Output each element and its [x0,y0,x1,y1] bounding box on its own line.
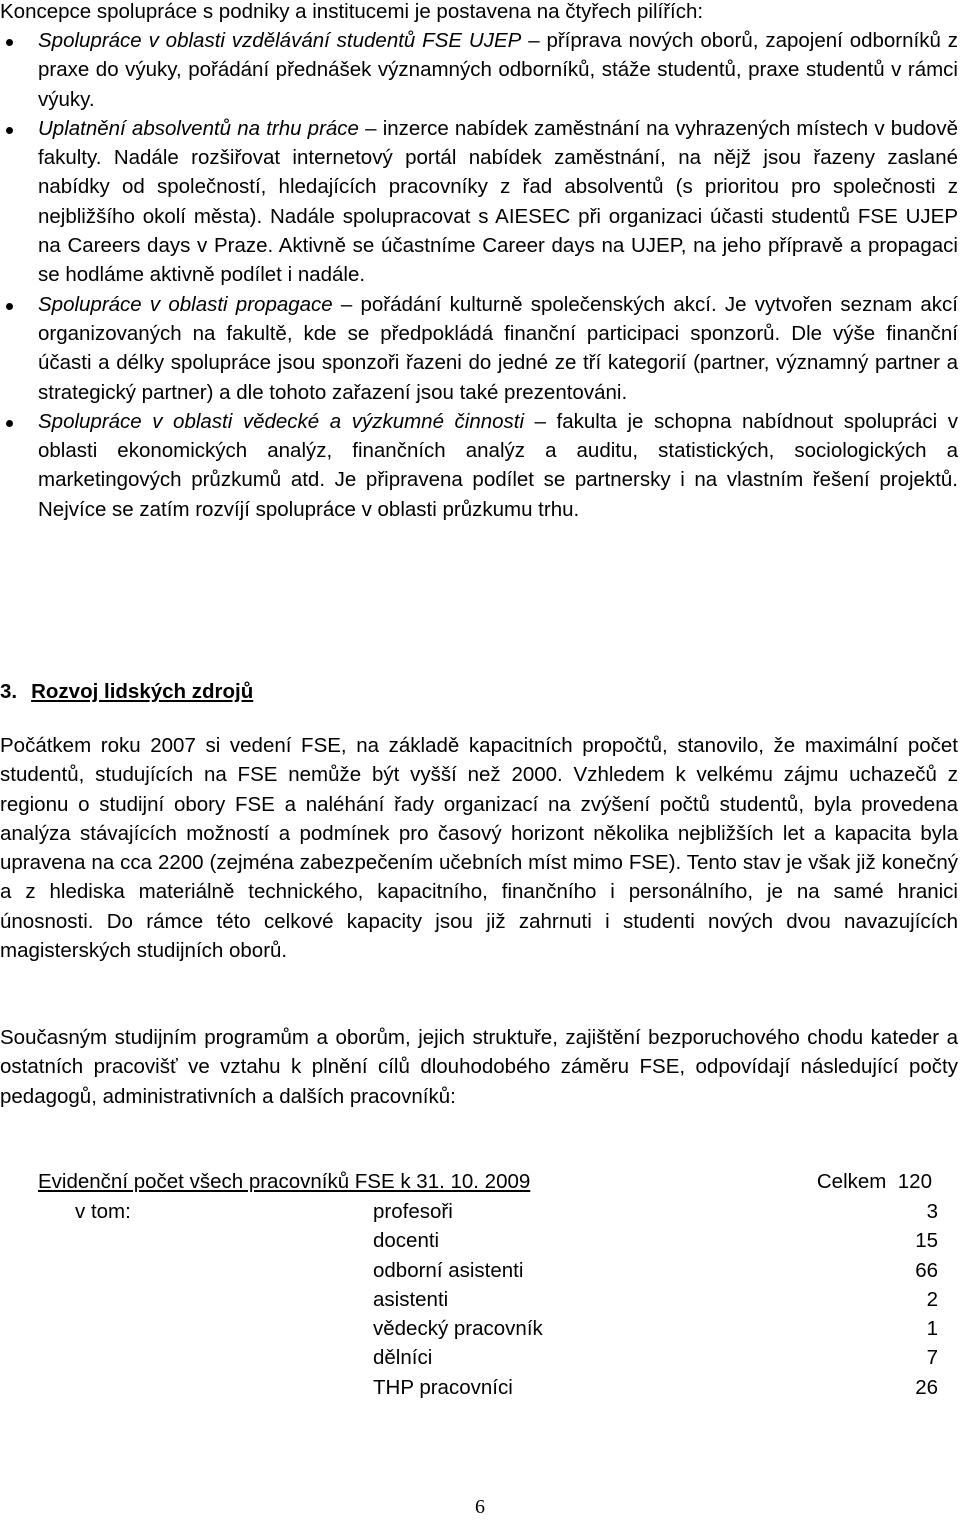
table-prefix: v tom: [75,1200,131,1223]
row-label: profesoři [373,1200,453,1223]
staff-total [817,1167,932,1196]
bullet-text: – příprava nových oborů, zapojení odborníků z praxe do výuky, pořádání přednášek významných odborníků, stáže studentů, praxe studentů v rámci výuky. [38,29,958,111]
body-paragraph: Současným studijním programům a oborům, jejich struktuře, zajištění bezporuchového chodu kateder a ostatních pracovišť ve vztahu k plnění cílů dlouhodobého záměru FSE, odpovídají následující počty pedagogů, administrativních a dalších pracovníků: [0,1026,958,1108]
table-row [0,1226,960,1255]
page-number: 6 [475,1496,485,1518]
row-label: THP pracovníci [373,1375,513,1399]
staff-table [0,1197,960,1402]
bullet-title: Spolupráce v oblasti propagace [38,292,333,316]
total-label: Celkem [816,1170,887,1193]
bullet-text: – pořádání kulturně společenských akcí. Je vytvořen seznam akcí organizovaných na fakultě, kde se předpokládá finanční participaci sponzorů. Dle výše finanční účasti a délky spolupráce jsou sponzoři řazeni do jedné ze tří kategorií (partner, významný partner a strategický partner) a dle tohoto zařazení jsou také prezentováni. [38,292,958,404]
table-row [0,1314,960,1343]
row-value: 2 [926,1287,938,1311]
row-value: 66 [915,1258,938,1282]
staff-heading-text: Evidenční počet všech pracovníků FSE k 31. 10. 2009 [38,1170,531,1193]
row-label: docenti [373,1229,440,1253]
section-heading [0,677,253,706]
bullet-title: Spolupráce v oblasti vzdělávání studentů FSE UJEP [38,29,522,52]
row-value: 1 [926,1317,938,1341]
intro-paragraph: Koncepce spolupráce s podniky a institucemi je postavena na čtyřech pilířích: [0,0,704,23]
bullet-text: – fakulta je schopna nabídnout spolupráci v oblasti ekonomických analýz, finančních analýz a auditu, statistických, sociologických a marketingových průzkumů atd. Je připravena podílet se partnersky i na vlastním řešení projektů. Nejvíce se zatím rozvíjí spolupráce v oblasti průzkumu trhu. [38,409,958,521]
row-label: odborní asistenti [373,1258,524,1282]
bullet-icon [6,303,13,310]
section-number: 3. [0,680,18,703]
row-label: dělníci [373,1346,433,1370]
pillars-list [0,26,958,524]
bullet-text: – inzerce nabídek zaměstnání na vyhrazených místech v budově fakulty. Nadále rozšiřovat internetový portál nabídek zaměstnání, na nějž jsou řazeny zaslané nabídky od společností, hledajících pracovníky z řad absolventů (s prioritou pro společnosti z nejbližšího okolí města). Nadále spolupracovat s AIESEC při organizaci účasti studentů FSE UJEP na Careers days v Praze. Aktivně se účastníme Career days na UJEP, na jeho přípravě a propagaci se hodláme aktivně podílet i nadále. [38,116,958,287]
table-row [0,1373,960,1402]
total-value: 120 [897,1170,932,1193]
row-label: vědecký pracovník [373,1317,543,1341]
table-row [0,1197,960,1226]
bullet-title: Spolupráce v oblasti vědecké a výzkumné činnosti [38,409,525,433]
staff-table-heading [38,1167,932,1196]
table-row [0,1343,960,1372]
row-label: asistenti [373,1287,449,1311]
list-item [0,290,958,407]
row-value: 3 [926,1200,938,1223]
bullet-title: Uplatnění absolventů na trhu práce [38,116,359,140]
row-value: 26 [915,1375,938,1399]
table-row [0,1285,960,1314]
body-paragraph: Počátkem roku 2007 si vedení FSE, na základě kapacitních propočtů, stanovilo, že maximální počet studentů, studujících na FSE nemůže být vyšší než 2000. Vzhledem k velkému zájmu uchazečů z regionu o studijní obory FSE a naléhání řady organizací na zvýšení počtů studentů, byla provedena analýza stávajících možností a podmínek pro časový horizont několika nejbližších let a kapacita byla upravena na cca 2200 (zejména zabezpečením učebních míst mimo FSE). Tento stav je však již konečný a z hlediska materiálně technického, kapacitního, finančního i personálního, je na samé hranici únosnosti. Do rámce této celkové kapacity jsou již zahrnuti i studenti nových dvou navazujících magisterských studijních oborů. [0,734,958,963]
section-title: Rozvoj lidských zdrojů [31,680,254,703]
bullet-icon [6,420,13,427]
row-value: 15 [915,1229,938,1253]
table-row [0,1256,960,1285]
bullet-icon [6,39,13,46]
list-item [0,114,958,290]
list-item [0,26,958,114]
list-item [0,407,958,524]
bullet-icon [6,127,13,134]
row-value: 7 [926,1346,938,1370]
